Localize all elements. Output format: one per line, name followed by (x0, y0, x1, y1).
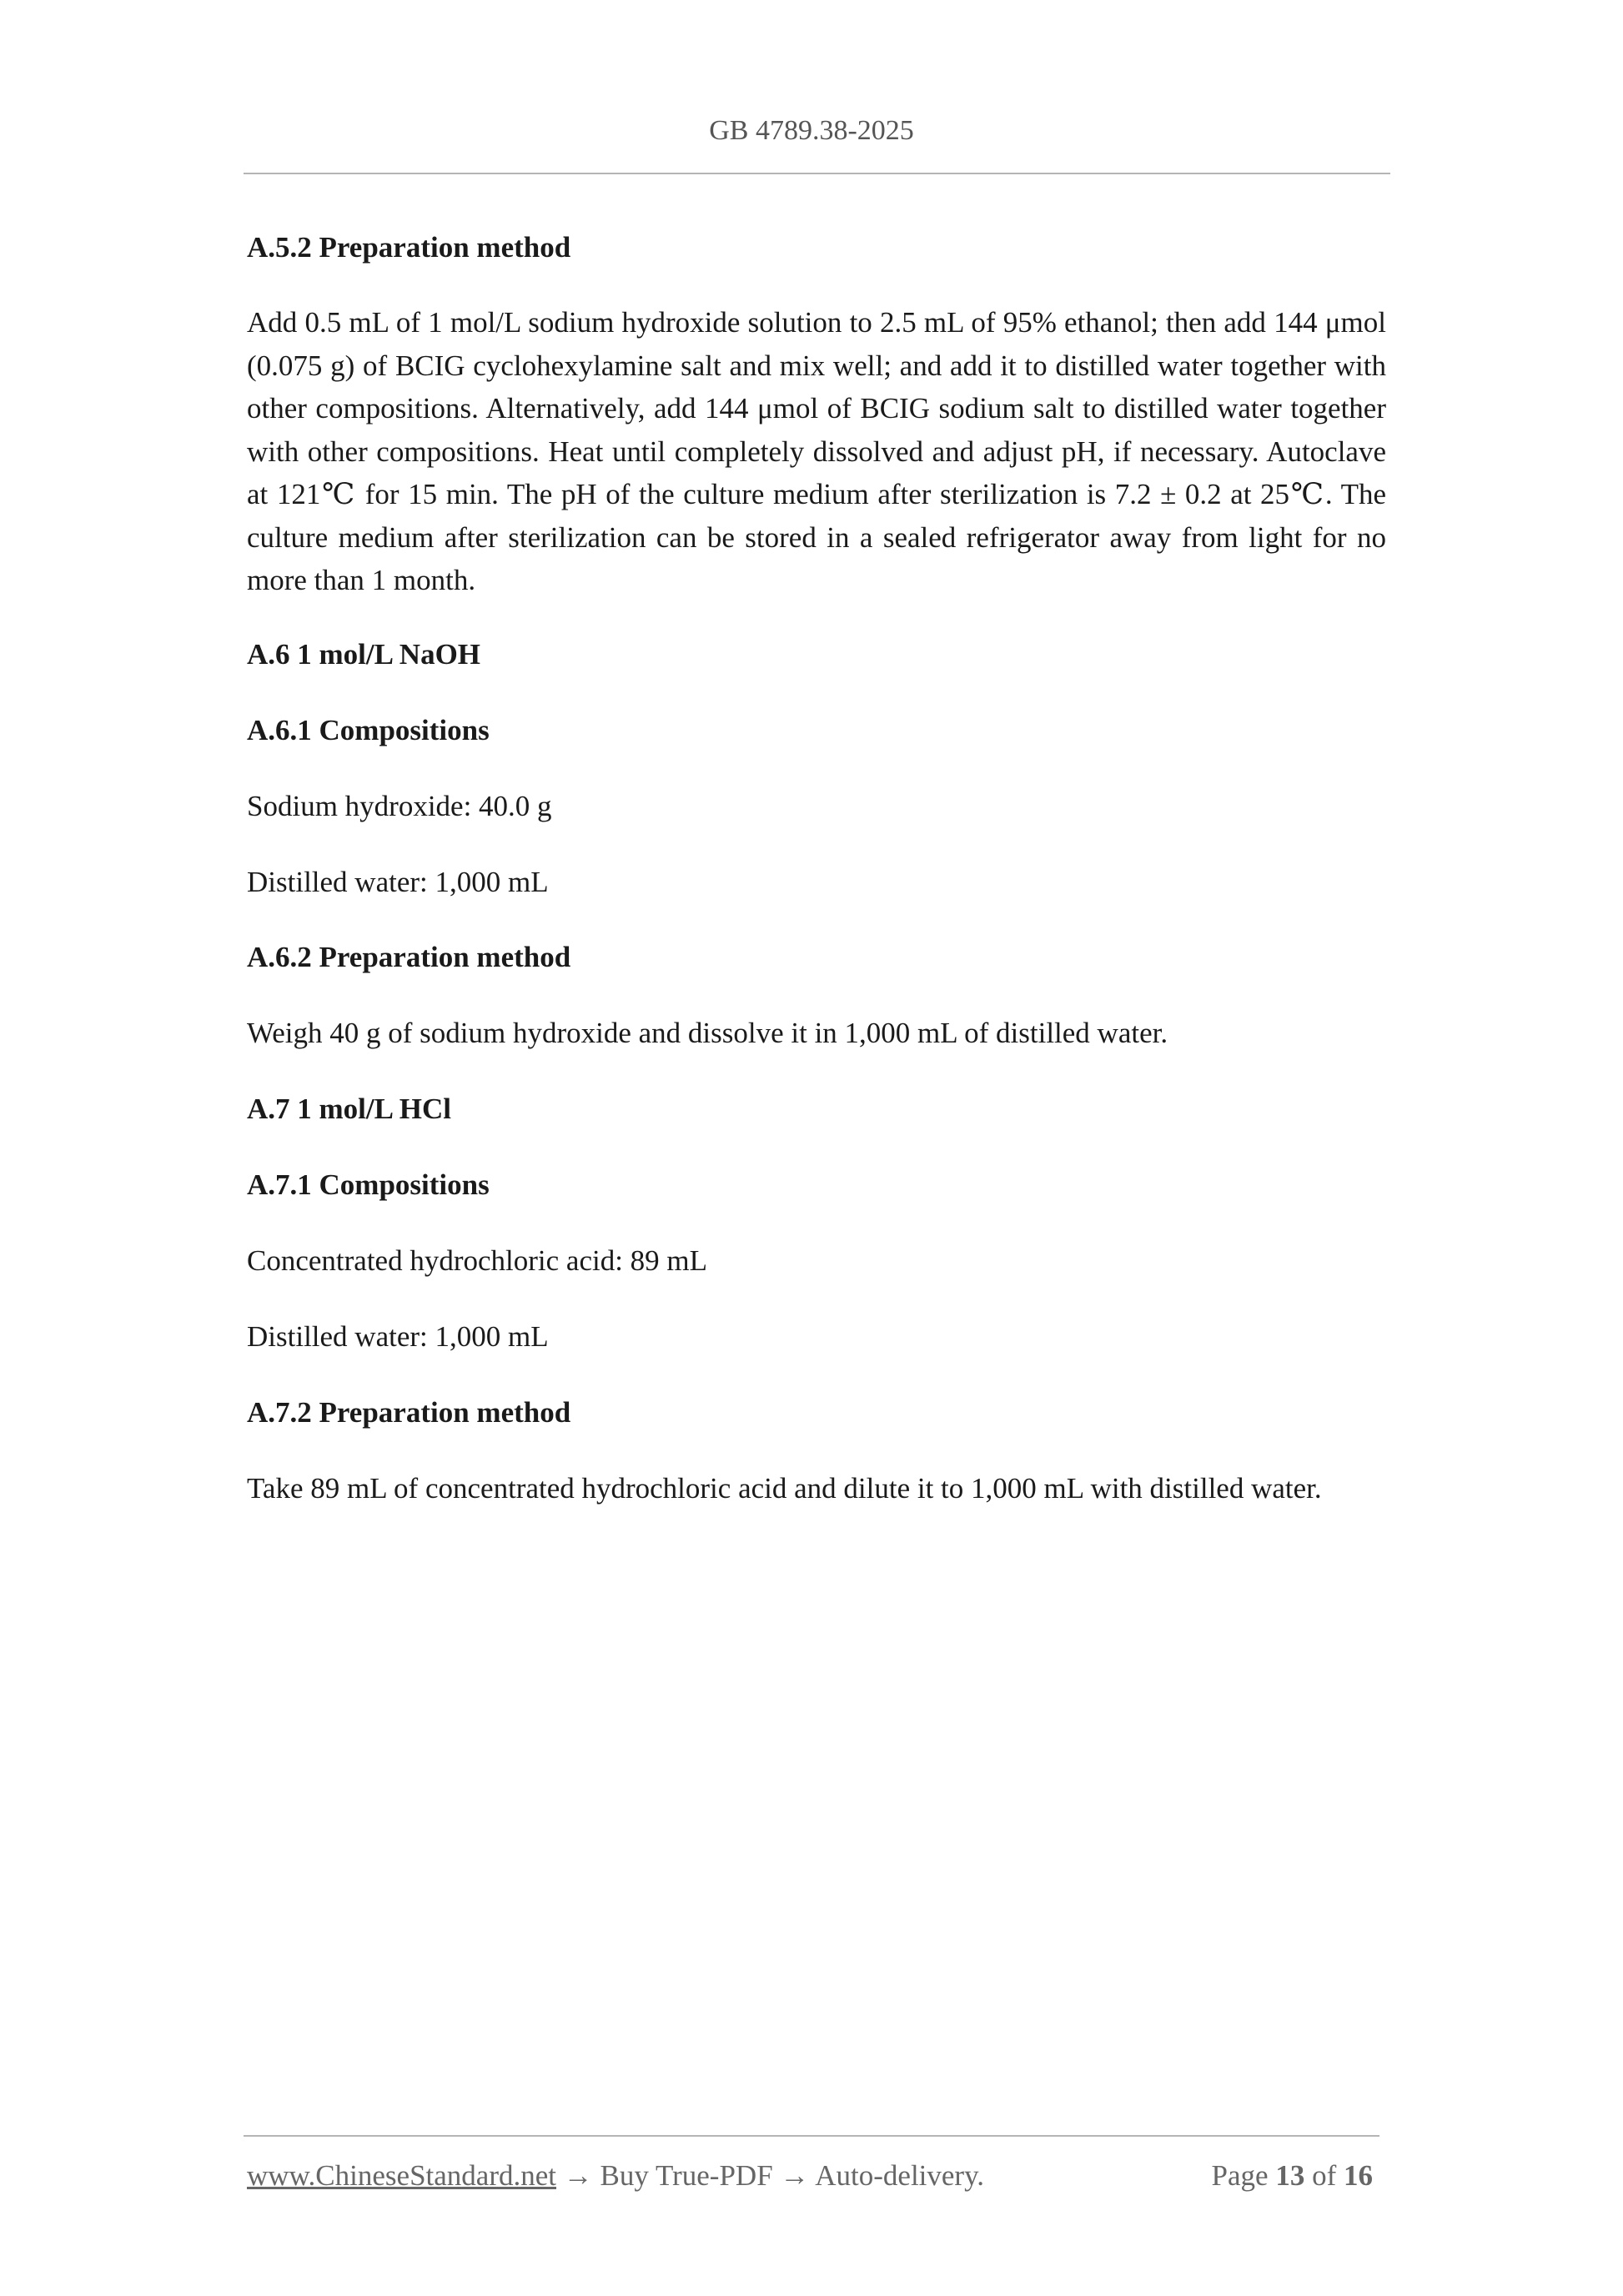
section-heading-a52: A.5.2 Preparation method (247, 231, 571, 264)
section-heading-a62: A.6.2 Preparation method (247, 941, 571, 973)
total-pages-number: 16 (1344, 2159, 1373, 2192)
paragraph-a52: Add 0.5 mL of 1 mol/L sodium hydroxide solution to 2.5 mL of 95% ethanol; then add 144 μmol (0.075 g) of BCIG cyclohexylamine salt and mix well; and add it to distilled water together with other compositions. Alternatively, add 144 μmol of BCIG sodium salt to distilled water together with other compositions. Heat until completely dissolved and adjust pH, if necessary. Autoclave at 121℃ for 15 min. The pH of the culture medium after sterilization is 7.2 ± 0.2 at 25℃. The culture medium after sterilization can be stored in a sealed refrigerator away from light for no more than 1 month. (247, 306, 1386, 596)
section-heading-a6: A.6 1 mol/L NaOH (247, 638, 481, 671)
footer-divider (244, 2135, 1379, 2137)
auto-delivery-text: Auto-delivery. (815, 2159, 985, 2192)
section-heading-a61: A.6.1 Compositions (247, 714, 490, 746)
header-divider (244, 173, 1390, 174)
paragraph-a72: Take 89 mL of concentrated hydrochloric acid and dilute it to 1,000 mL with distilled water. (247, 1472, 1322, 1505)
arrow-right-icon: → (563, 2159, 593, 2192)
website-link[interactable]: www.ChineseStandard.net (247, 2159, 556, 2192)
composition-item: Sodium hydroxide: 40.0 g (247, 790, 552, 822)
buy-pdf-text: Buy True-PDF (600, 2159, 773, 2192)
current-page-number: 13 (1275, 2159, 1305, 2192)
paragraph-a62: Weigh 40 g of sodium hydroxide and dissolve it in 1,000 mL of distilled water. (247, 1017, 1168, 1049)
document-code: GB 4789.38-2025 (709, 115, 914, 146)
page-number (1212, 2158, 1373, 2193)
section-heading-a71: A.7.1 Compositions (247, 1168, 490, 1201)
page-of-label: of (1312, 2159, 1337, 2192)
composition-item: Concentrated hydrochloric acid: 89 mL (247, 1244, 708, 1277)
arrow-right-icon: → (780, 2159, 810, 2192)
page-label: Page (1211, 2159, 1269, 2192)
composition-item: Distilled water: 1,000 mL (247, 1320, 549, 1353)
footer-promo (247, 2158, 984, 2193)
section-heading-a72: A.7.2 Preparation method (247, 1396, 571, 1429)
composition-item: Distilled water: 1,000 mL (247, 866, 549, 898)
section-heading-a7: A.7 1 mol/L HCl (247, 1093, 452, 1125)
